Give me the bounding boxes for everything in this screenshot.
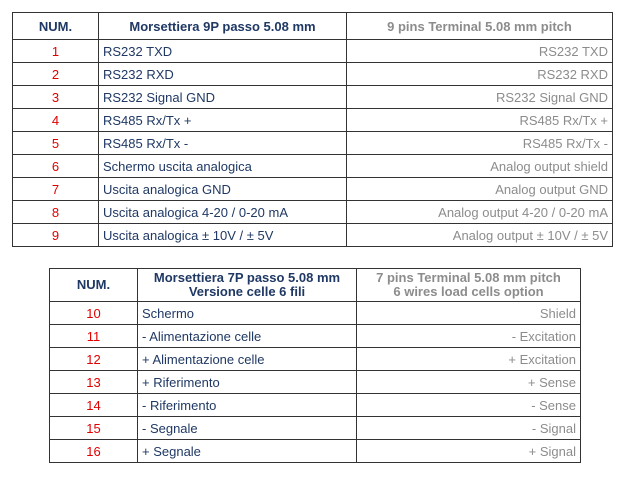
italian-description: RS485 Rx/Tx - xyxy=(99,132,347,155)
italian-description: Schermo xyxy=(138,302,357,325)
english-description: Shield xyxy=(357,302,581,325)
italian-description: + Segnale xyxy=(138,440,357,463)
table-row xyxy=(50,325,581,348)
italian-description: - Alimentazione celle xyxy=(138,325,357,348)
table-row xyxy=(13,109,613,132)
italian-header-line1: Morsettiera 7P passo 5.08 mm xyxy=(153,270,341,285)
italian-description: RS232 TXD xyxy=(99,40,347,63)
pin-number: 16 xyxy=(50,440,138,463)
italian-header xyxy=(138,269,357,302)
pin-number: 6 xyxy=(13,155,99,178)
english-header-line1: 7 pins Terminal 5.08 mm pitch xyxy=(376,270,561,285)
pin-number: 9 xyxy=(13,224,99,247)
pin-number: 2 xyxy=(13,63,99,86)
italian-description: + Riferimento xyxy=(138,371,357,394)
english-description: Analog output ± 10V / ± 5V xyxy=(347,224,613,247)
table-row xyxy=(50,417,581,440)
english-description: + Excitation xyxy=(357,348,581,371)
table-row xyxy=(13,201,613,224)
english-description: - Sense xyxy=(357,394,581,417)
english-header: 9 pins Terminal 5.08 mm pitch xyxy=(347,13,613,40)
pin-number: 4 xyxy=(13,109,99,132)
table-row xyxy=(13,86,613,109)
pin-number: 7 xyxy=(13,178,99,201)
italian-description: Uscita analogica GND xyxy=(99,178,347,201)
table-header-row xyxy=(50,269,581,302)
table-row xyxy=(50,371,581,394)
english-description: RS232 Signal GND xyxy=(347,86,613,109)
terminal-9p-table xyxy=(12,12,613,247)
table-header-row xyxy=(13,13,613,40)
english-description: Analog output GND xyxy=(347,178,613,201)
num-header: NUM. xyxy=(50,269,138,302)
english-header xyxy=(357,269,581,302)
table-row xyxy=(13,63,613,86)
pin-number: 12 xyxy=(50,348,138,371)
pin-number: 5 xyxy=(13,132,99,155)
pin-number: 14 xyxy=(50,394,138,417)
pin-number: 13 xyxy=(50,371,138,394)
table-row xyxy=(13,178,613,201)
italian-description: RS232 RXD xyxy=(99,63,347,86)
italian-header: Morsettiera 9P passo 5.08 mm xyxy=(99,13,347,40)
italian-description: - Riferimento xyxy=(138,394,357,417)
english-description: + Signal xyxy=(357,440,581,463)
pin-number: 1 xyxy=(13,40,99,63)
table-row xyxy=(50,348,581,371)
table-row xyxy=(13,155,613,178)
pin-number: 3 xyxy=(13,86,99,109)
italian-description: RS485 Rx/Tx + xyxy=(99,109,347,132)
english-description: RS485 Rx/Tx + xyxy=(347,109,613,132)
table-row xyxy=(50,302,581,325)
pin-number: 15 xyxy=(50,417,138,440)
english-description: - Excitation xyxy=(357,325,581,348)
terminal-7p-table xyxy=(49,268,581,463)
table-body xyxy=(13,40,613,247)
num-header: NUM. xyxy=(13,13,99,40)
table-row xyxy=(13,40,613,63)
italian-description: + Alimentazione celle xyxy=(138,348,357,371)
english-description: - Signal xyxy=(357,417,581,440)
table-row xyxy=(50,394,581,417)
english-description: Analog output shield xyxy=(347,155,613,178)
table-row xyxy=(50,440,581,463)
table-body xyxy=(50,302,581,463)
english-header-line2: 6 wires load cells option xyxy=(393,284,544,299)
english-description: RS485 Rx/Tx - xyxy=(347,132,613,155)
english-description: RS232 RXD xyxy=(347,63,613,86)
pin-number: 11 xyxy=(50,325,138,348)
table-row xyxy=(13,224,613,247)
pin-number: 8 xyxy=(13,201,99,224)
pin-number: 10 xyxy=(50,302,138,325)
english-description: Analog output 4-20 / 0-20 mA xyxy=(347,201,613,224)
english-description: RS232 TXD xyxy=(347,40,613,63)
italian-description: Schermo uscita analogica xyxy=(99,155,347,178)
italian-header-line2: Versione celle 6 fili xyxy=(188,284,306,299)
table-row xyxy=(13,132,613,155)
italian-description: Uscita analogica ± 10V / ± 5V xyxy=(99,224,347,247)
italian-description: Uscita analogica 4-20 / 0-20 mA xyxy=(99,201,347,224)
italian-description: - Segnale xyxy=(138,417,357,440)
italian-description: RS232 Signal GND xyxy=(99,86,347,109)
english-description: + Sense xyxy=(357,371,581,394)
